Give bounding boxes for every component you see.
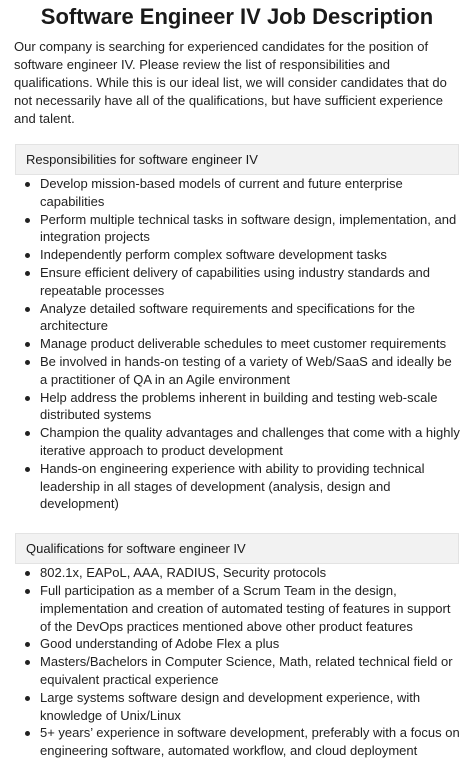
list-item-text: Masters/Bachelors in Computer Science, Math, related technical field or equivalent practical experience xyxy=(40,654,453,687)
list-item xyxy=(0,211,474,247)
intro-paragraph: Our company is searching for experienced candidates for the position of software engineer IV. Please review the list of responsibilities and qualifications. While this is our ideal list, we will consider candidates that do not necessarily have all of the qualifications, but have sufficient experience and talent. xyxy=(14,39,447,126)
bullet-icon xyxy=(25,342,30,347)
list-item xyxy=(0,353,474,389)
bullet-icon xyxy=(25,660,30,665)
bullet-icon xyxy=(25,731,30,736)
bullet-icon xyxy=(25,571,30,576)
list-item-text: Perform multiple technical tasks in software design, implementation, and integration projects xyxy=(40,211,457,245)
bullet-icon xyxy=(25,431,30,436)
bullet-icon xyxy=(25,253,30,258)
list-item xyxy=(0,335,474,353)
qualifications-heading: Qualifications for software engineer IV xyxy=(15,533,459,564)
list-item-text: Manage product deliverable schedules to meet customer requirements xyxy=(40,336,447,352)
responsibilities-heading: Responsibilities for software engineer IV xyxy=(15,144,459,175)
list-item-text: Help address the problems inherent in building and testing web-scale distributed systems xyxy=(40,389,438,423)
bullet-icon xyxy=(25,396,30,401)
bullet-icon xyxy=(25,360,30,365)
list-item-text: 802.1x, EAPoL, AAA, RADIUS, Security protocols xyxy=(40,565,327,581)
list-item-text: Champion the quality advantages and challenges that come with a highly iterative approach to product development xyxy=(40,425,460,458)
list-item-text: Full participation as a member of a Scrum Team in the design, implementation and creation of automated testing of features in support of the DevOps practices mentioned above other product features xyxy=(40,582,451,634)
list-item-text: Be involved in hands-on testing of a variety of Web/SaaS and ideally be a practitioner of QA in an Agile environment xyxy=(40,353,452,387)
list-item-text: Independently perform complex software development tasks xyxy=(40,247,387,263)
list-item xyxy=(0,689,474,725)
bullet-icon xyxy=(25,182,30,187)
bullet-icon xyxy=(25,696,30,701)
list-item xyxy=(0,175,474,211)
list-item xyxy=(0,653,474,689)
list-item xyxy=(0,264,474,300)
list-item xyxy=(0,389,474,425)
list-item xyxy=(0,246,474,264)
responsibilities-list xyxy=(0,175,474,513)
page-title: Software Engineer IV Job Description xyxy=(40,4,434,29)
list-item-text: Analyze detailed software requirements and specifications for the architecture xyxy=(40,300,416,334)
bullet-icon xyxy=(25,271,30,276)
bullet-icon xyxy=(25,589,30,594)
list-item xyxy=(0,424,474,460)
list-item xyxy=(0,564,474,582)
list-item-text: Good understanding of Adobe Flex a plus xyxy=(40,636,280,652)
bullet-icon xyxy=(25,218,30,223)
list-item-text: Hands-on engineering experience with ability to providing technical leadership in all stages of development (analysis, design and development) xyxy=(40,460,425,512)
list-item xyxy=(0,460,474,513)
list-item xyxy=(0,300,474,336)
list-item xyxy=(0,582,474,635)
list-item-text: 5+ years’ experience in software development, preferably with a focus on engineering software, automated workflow, and cloud deployment xyxy=(40,725,460,759)
list-item-text: Develop mission-based models of current and future enterprise capabilities xyxy=(40,176,403,209)
list-item xyxy=(0,635,474,653)
bullet-icon xyxy=(25,467,30,472)
bullet-icon xyxy=(25,307,30,312)
bullet-icon xyxy=(25,642,30,647)
list-item-text: Ensure efficient delivery of capabilities using industry standards and repeatable processes xyxy=(40,264,430,298)
list-item-text: Large systems software design and development experience, with knowledge of Unix/Linux xyxy=(40,689,421,723)
list-item xyxy=(0,724,474,760)
